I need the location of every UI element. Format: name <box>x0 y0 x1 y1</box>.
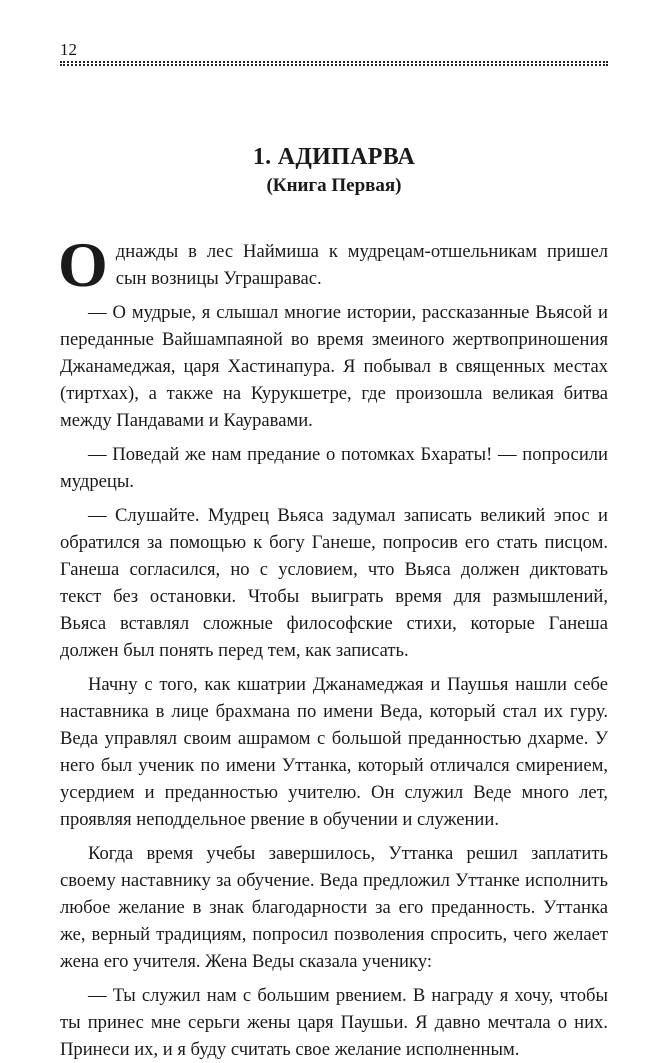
paragraph-5: Начну с того, как кшатрии Джанамеджая и Паушья нашли себе наставника в лице брахмана по имени Веда, который стал их гуру. Веда управлял своим ашрамом с большой преданностью дхарме. У него был ученик по имени Уттанка, который отличался смирением, усердием и преданностью учителю. Он служил Веде много лет, проявляя неподдельное рвение в обучении и служении. <box>60 674 608 830</box>
paragraph-1 <box>58 229 608 300</box>
paragraph-6: Когда время учебы завершилось, Уттанка решил заплатить своему наставнику за обучение. Веда предложил Уттанке исполнить любое желание в знак благодарности за его преданность. Уттанка же, верный традициям, попросил позволения спросить, чего желает жена его учителя. Жена Веды сказала ученику: <box>60 843 608 972</box>
drop-cap: О <box>58 229 108 300</box>
chapter-subtitle: (Книга Первая) <box>266 175 402 196</box>
body-text <box>58 229 608 1063</box>
header-dotted-rule <box>60 61 608 66</box>
chapter-title: 1. АДИПАРВА <box>252 144 416 170</box>
page-number: 12 <box>60 40 77 59</box>
paragraph-1-text: днажды в лес Наймиша к мудрецам-отшельникам пришел сын возницы Уграшравас. <box>115 241 608 289</box>
paragraph-7: — Ты служил нам с большим рвением. В награду я хочу, чтобы ты принес мне серьги жены царя Паушьи. Я давно мечтала о них. Принеси их, и я буду считать свое желание исполненным. <box>60 985 608 1060</box>
paragraph-2: — О мудрые, я слышал многие истории, рассказанные Вьясой и переданные Вайшампаяной во время змеиного жертвоприношения Джанамеджая, царя Хастинапура. Я побывал в священных местах (тиртхах), а также на Курукшетре, где произошла великая битва между Пандавами и Кауравами. <box>60 302 608 431</box>
paragraph-3: — Поведай же нам предание о потомках Бхараты! — попросили мудрецы. <box>60 444 608 492</box>
paragraph-4: — Слушайте. Мудрец Вьяса задумал записать великий эпос и обратился за помощью к богу Ганеше, попросив его стать писцом. Ганеша согласился, но с условием, что Вьяса должен диктовать текст без остановки. Чтобы выиграть время для размышлений, Вьяса вставлял сложные философские стихи, которые Ганеша должен был понять перед тем, как записать. <box>60 505 608 661</box>
